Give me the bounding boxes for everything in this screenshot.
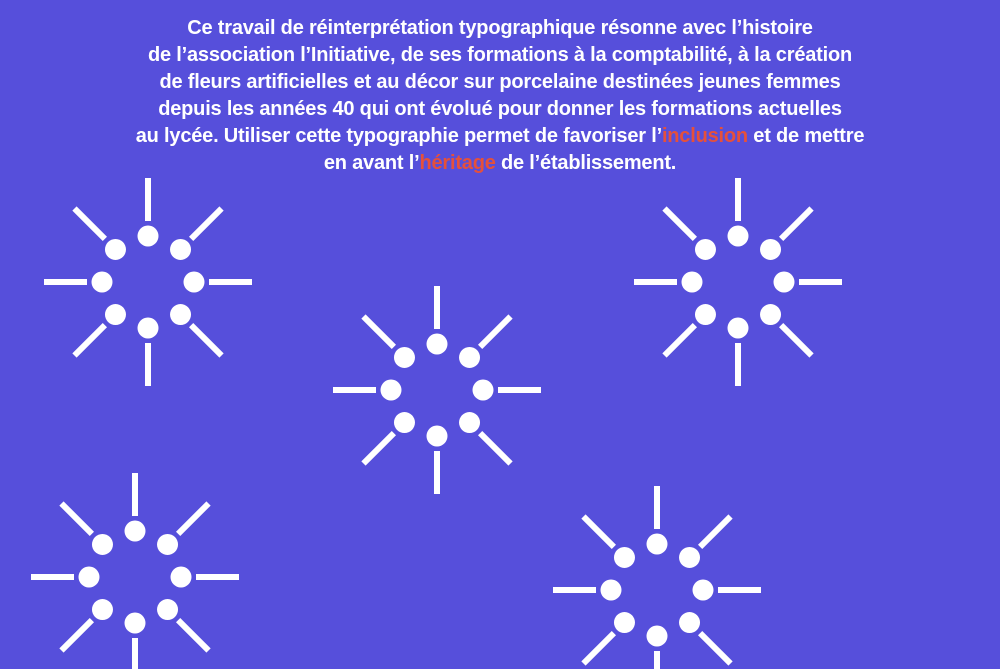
flower-ray [581, 631, 616, 666]
paragraph-text: en avant l’ [323, 152, 420, 174]
flower-ray [698, 631, 733, 666]
paragraph-text: de l’association l’Initiative, de ses formations à la comptabilité, à la création [147, 44, 853, 66]
flower-dot [774, 272, 795, 293]
flower-dot [647, 626, 668, 647]
flower-spoke [675, 509, 738, 572]
flower-ray [735, 178, 741, 221]
flower-spoke [756, 201, 819, 264]
flower-dot [390, 343, 420, 373]
flower-spoke [693, 580, 762, 601]
flower-spoke [657, 201, 720, 264]
flower-ray [189, 323, 224, 358]
flower-dot [171, 567, 192, 588]
flower-ray [654, 486, 660, 529]
starburst-flower-bottom-right [547, 480, 767, 669]
paragraph-line-3 [0, 69, 1000, 96]
flower-spoke [657, 300, 720, 363]
flower-ray [59, 618, 94, 653]
flower-spoke [54, 496, 117, 559]
flower-ray [333, 387, 376, 393]
flower-spoke [427, 286, 448, 355]
flower-dot [691, 300, 721, 330]
flower-spoke [647, 486, 668, 555]
starburst-flower-top-right [628, 172, 848, 392]
paragraph-text: de l’établissement. [495, 152, 677, 174]
flower-spoke [44, 272, 113, 293]
paragraph-text: et de mettre [747, 125, 865, 147]
flower-spoke [125, 613, 146, 669]
flower-dot [691, 235, 721, 265]
flower-dot [381, 380, 402, 401]
flower-dot [427, 334, 448, 355]
flower-ray [72, 206, 107, 241]
flower-spoke [553, 580, 622, 601]
flower-dot [728, 226, 749, 247]
flower-ray [189, 206, 224, 241]
flower-ray [478, 314, 513, 349]
paragraph-text: Ce travail de réinterprétation typographique résonne avec l’histoire [187, 17, 813, 39]
flower-spoke [138, 178, 159, 247]
flower-dot [610, 608, 640, 638]
flower-ray [176, 501, 211, 536]
flower-dot [756, 235, 786, 265]
flower-ray [59, 501, 94, 536]
flower-dot [728, 318, 749, 339]
flower-ray [145, 343, 151, 386]
paragraph-text: au lycée. Utiliser cette typographie permet de favoriser l’ [135, 125, 662, 147]
accent-word: inclusion [661, 125, 748, 147]
flower-spoke [153, 595, 216, 658]
flower-dot [125, 521, 146, 542]
flower-dot [682, 272, 703, 293]
flower-dot [756, 300, 786, 330]
flower-spoke [153, 496, 216, 559]
flower-spoke [171, 567, 240, 588]
flower-ray [654, 651, 660, 669]
flower-ray [779, 206, 814, 241]
flower-dot [184, 272, 205, 293]
flower-spoke [184, 272, 253, 293]
flower-ray [553, 587, 596, 593]
flower-dot [101, 235, 131, 265]
flower-spoke [356, 309, 419, 372]
flower-spoke [473, 380, 542, 401]
flower-ray [361, 431, 396, 466]
paragraph-line-1 [0, 15, 1000, 42]
starburst-flower-bottom-left [25, 467, 245, 669]
flower-spoke [455, 309, 518, 372]
paragraph-line-4 [0, 96, 1000, 123]
flower-ray [196, 574, 239, 580]
flower-spoke [576, 509, 639, 572]
flower-spoke [756, 300, 819, 363]
flower-ray [662, 323, 697, 358]
flower-spoke [427, 426, 448, 495]
flower-ray [72, 323, 107, 358]
flower-spoke [675, 608, 738, 669]
flower-dot [92, 272, 113, 293]
flower-ray [478, 431, 513, 466]
flower-ray [145, 178, 151, 221]
flower-spoke [728, 318, 749, 387]
flower-spoke [138, 318, 159, 387]
flower-spoke [31, 567, 100, 588]
flower-spoke [774, 272, 843, 293]
flower-ray [634, 279, 677, 285]
flower-spoke [333, 380, 402, 401]
flower-dot [153, 595, 183, 625]
starburst-flower-top-left [38, 172, 258, 392]
flower-ray [361, 314, 396, 349]
flower-dot [125, 613, 146, 634]
flower-dot [427, 426, 448, 447]
accent-word: héritage [419, 152, 496, 174]
paragraph-line-2 [0, 42, 1000, 69]
flower-ray [176, 618, 211, 653]
flower-ray [31, 574, 74, 580]
flower-dot [455, 343, 485, 373]
flower-spoke [125, 473, 146, 542]
flower-dot [675, 608, 705, 638]
flower-ray [662, 206, 697, 241]
flower-ray [735, 343, 741, 386]
flower-dot [166, 300, 196, 330]
flower-dot [610, 543, 640, 573]
flower-ray [718, 587, 761, 593]
paragraph-text: de fleurs artificielles et au décor sur porcelaine destinées jeunes femmes [159, 71, 841, 93]
flower-spoke [356, 408, 419, 471]
flower-ray [698, 514, 733, 549]
flower-spoke [576, 608, 639, 669]
paragraph-line-6 [0, 150, 1000, 177]
flower-dot [693, 580, 714, 601]
flower-dot [79, 567, 100, 588]
flower-dot [455, 408, 485, 438]
flower-spoke [728, 178, 749, 247]
flower-spoke [647, 626, 668, 669]
flower-dot [88, 530, 118, 560]
flower-ray [44, 279, 87, 285]
flower-dot [675, 543, 705, 573]
flower-ray [581, 514, 616, 549]
flower-spoke [67, 300, 130, 363]
flower-spoke [166, 201, 229, 264]
flower-ray [779, 323, 814, 358]
flower-spoke [67, 201, 130, 264]
flower-dot [138, 318, 159, 339]
flower-spoke [634, 272, 703, 293]
flower-dot [101, 300, 131, 330]
flower-dot [138, 226, 159, 247]
starburst-flower-center [327, 280, 547, 500]
paragraph-line-5 [0, 123, 1000, 150]
flower-spoke [166, 300, 229, 363]
flower-ray [498, 387, 541, 393]
flower-spoke [54, 595, 117, 658]
flower-ray [434, 286, 440, 329]
flower-dot [647, 534, 668, 555]
flower-dot [601, 580, 622, 601]
flower-dot [88, 595, 118, 625]
flower-dot [166, 235, 196, 265]
flower-spoke [455, 408, 518, 471]
intro-paragraph [0, 15, 1000, 177]
flower-ray [209, 279, 252, 285]
flower-ray [132, 473, 138, 516]
paragraph-text: depuis les années 40 qui ont évolué pour donner les formations actuelles [158, 98, 842, 120]
flower-ray [799, 279, 842, 285]
flower-dot [153, 530, 183, 560]
flower-ray [434, 451, 440, 494]
flower-dot [390, 408, 420, 438]
flower-ray [132, 638, 138, 669]
flower-dot [473, 380, 494, 401]
